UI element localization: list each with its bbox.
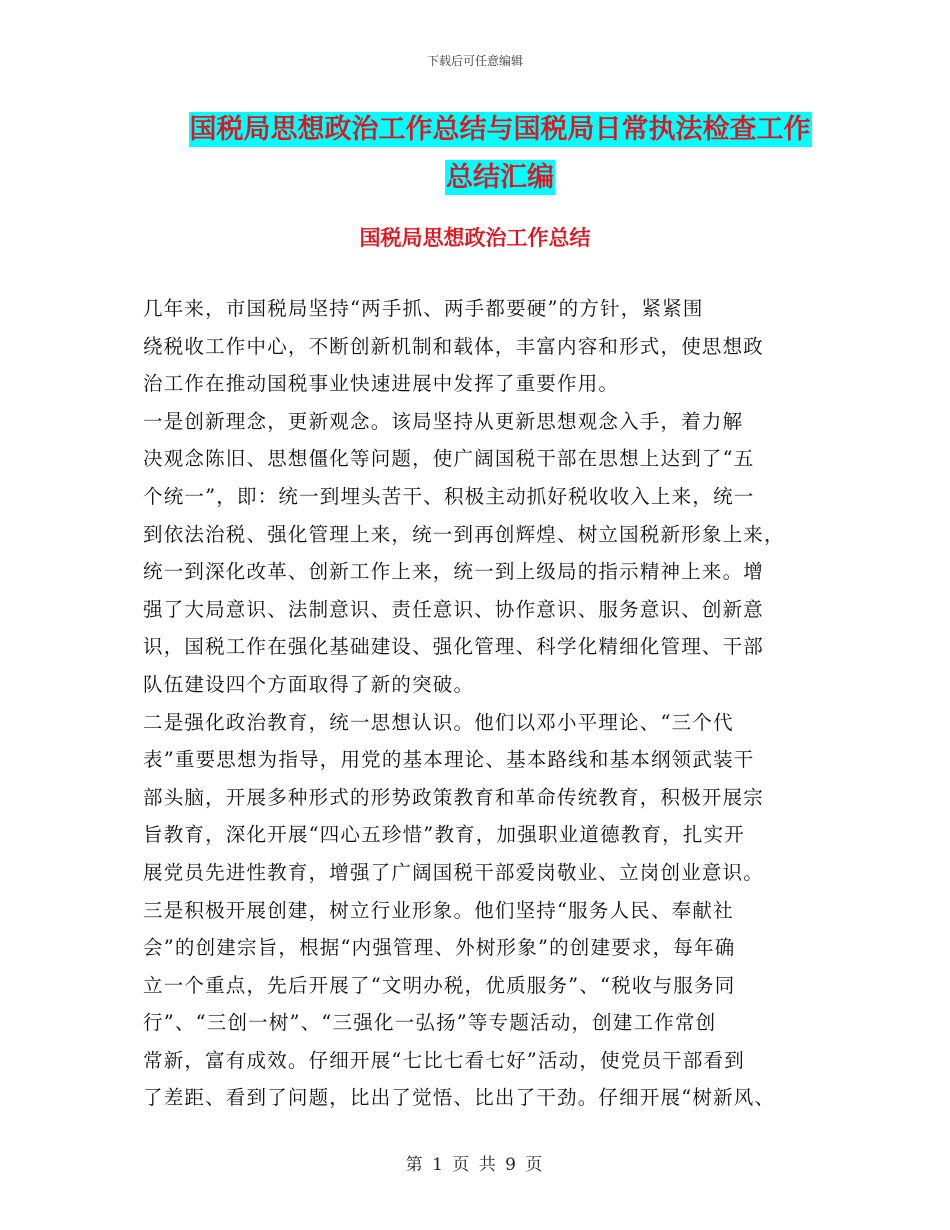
text-line: 统一到深化改革、创新工作上来，统一到上级局的指示精神上来。增 (143, 560, 765, 584)
title-line-1: 国税局思想政治工作总结与国税局日常执法检查工作 (189, 114, 811, 145)
body-text (143, 290, 807, 1117)
document-title (150, 106, 850, 202)
text-line: 到依法治税、强化管理上来，统一到再创辉煌、树立国税新形象上来， (143, 522, 785, 546)
text-line: 部头脑，开展多种形式的形势政策教育和革命传统教育，积极开展宗 (143, 785, 765, 809)
text-line: 决观念陈旧、思想僵化等问题，使广阔国税干部在思想上达到了“五 (143, 447, 755, 471)
text-line: 表”重要思想为指导，用党的基本理论、基本路线和基本纲领武装干 (143, 748, 755, 772)
text-line: 识，国税工作在强化基础建设、强化管理、科学化精细化管理、干部 (143, 635, 765, 659)
text-line: 会”的创建宗旨，根据“内强管理、外树形象”的创建要求，每年确 (143, 936, 736, 960)
text-line: 展党员先进性教育，增强了广阔国税干部爱岗敬业、立岗创业意识。 (143, 860, 765, 884)
text-line: 绕税收工作中心，不断创新机制和载体，丰富内容和形式，使思想政 (143, 334, 765, 358)
text-line: 行”、“三创一树”、“三强化一弘扬”等专题活动，创建工作常创 (143, 1011, 717, 1035)
text-line: 治工作在推动国税事业快速进展中发挥了重要作用。 (143, 372, 620, 396)
title-line-2: 总结汇编 (446, 162, 554, 193)
text-line: 队伍建设四个方面取得了新的突破。 (143, 672, 475, 696)
text-line: 旨教育，深化开展“四心五珍惜”教育，加强职业道德教育，扎实开 (143, 823, 745, 847)
text-line: 个统一”，即：统一到埋头苦干、积极主动抓好税收收入上来，统一 (143, 484, 755, 508)
text-line: 一是创新理念，更新观念。该局坚持从更新思想观念入手，着力解 (143, 409, 744, 433)
text-line: 三是积极开展创建，树立行业形象。他们坚持“服务人民、奉献社 (143, 898, 734, 922)
text-line: 几年来，市国税局坚持“两手抓、两手都要硬”的方针，紧紧围 (143, 297, 704, 320)
section-title: 国税局思想政治工作总结 (359, 226, 591, 250)
text-line: 常新，富有成效。仔细开展“七比七看七好”活动，使党员干部看到 (143, 1048, 745, 1072)
text-line: 强了大局意识、法制意识、责任意识、协作意识、服务意识、创新意 (143, 597, 765, 621)
page-number-footer: 第 1 页 共 9 页 (405, 1155, 545, 1175)
text-line: 立一个重点，先后开展了“文明办税，优质服务”、“税收与服务同 (143, 973, 736, 997)
text-line: 二是强化政治教育，统一思想认识。他们以邓小平理论、“三个代 (143, 710, 734, 734)
header-note: 下载后可任意编辑 (426, 54, 523, 68)
text-line: 了差距、看到了问题，比出了觉悟、比出了干劲。仔细开展“树新风、 (143, 1086, 776, 1110)
